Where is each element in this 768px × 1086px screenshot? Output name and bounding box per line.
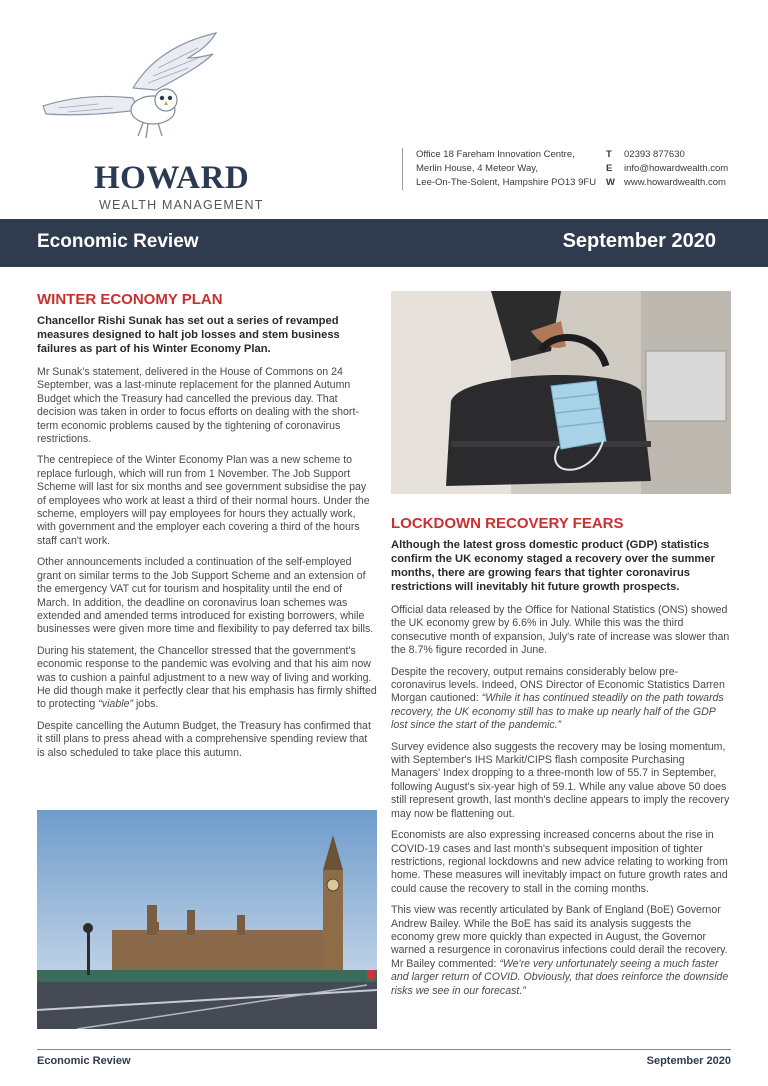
banner-date: September 2020 [562, 230, 716, 252]
email-key: E [606, 163, 613, 174]
westminster-photo-illustration [37, 810, 377, 1029]
web-key: W [606, 177, 615, 188]
paragraph-text: jobs. [133, 698, 159, 711]
email-row [606, 162, 728, 176]
article-heading: WINTER ECONOMY PLAN [37, 291, 223, 308]
title-banner [0, 219, 768, 267]
article-lockdown-recovery-fears [391, 515, 731, 1006]
briefcase-photo-illustration [391, 291, 731, 494]
paragraph-text: This view was recently articulated by Bank of England (BoE) Governor Andrew Bailey. While the BoE has said its analysis suggests the economy grew more quickly than expected in August, the Governor warned a resurgence in coronavirus infections could derail the recovery. Mr Bailey commented: [391, 904, 728, 970]
quotation: “We're very unfortunately seeing a much faster and larger return of COVID. Obviously, that does reinforce the downside risks we see in our forecast.” [391, 957, 729, 997]
phone-row [606, 148, 728, 162]
article-paragraph: Survey evidence also suggests the recovery may be losing momentum, with September's IHS Markit/CIPS flash composite Purchasing Managers' Index dropping to a three-month low of 55.7 in September, following August's six-year high of 59.1. While any value above 50 does still represent growth, last month's decline appears to imply the recovery may now be flattening out. [391, 740, 730, 820]
address-line-2: Merlin House, 4 Meteor Way, [416, 163, 538, 174]
phone-key: T [606, 149, 612, 160]
email-link[interactable]: info@howardwealth.com [624, 163, 729, 174]
contact-address [402, 148, 596, 190]
phone-number[interactable]: 02393 877630 [624, 149, 685, 160]
article-paragraph: Economists are also expressing increased concerns about the rise in COVID-19 cases and last month's subsequent imposition of tighter restrictions, regional lockdowns and new advice relating to working from home. These measures will inevitably impact on future growth rates and could cause the recovery to stall in the coming months. [391, 829, 728, 895]
banner-title: Economic Review [37, 231, 199, 252]
article-paragraph: Mr Sunak's statement, delivered in the House of Commons on 24 September, was a last-minute replacement for the planned Autumn Budget which the Treasury had cancelled the previous day. That decision was taken in order to focus efforts on dealing with the short-term economic problems caused by the tightening of coronavirus restrictions. [37, 366, 359, 446]
article-paragraph: Other announcements included a continuation of the self-employed grant on similar terms to the Job Support Scheme and an extension of the emergency VAT cut for tourism and hospitality until the end of March. In addition, the deadline on coronavirus loan schemes was extended and amended terms introduced for existing borrowers, while businesses were given more time and flexibility to pay deferred tax bills. [37, 556, 374, 636]
website-link[interactable]: www.howardwealth.com [624, 177, 726, 188]
article-heading: LOCKDOWN RECOVERY FEARS [391, 515, 624, 532]
westminster-photo [37, 810, 377, 1029]
brand-name: HOWARD [94, 160, 250, 196]
owl-logo-icon [38, 28, 223, 158]
article-paragraph: Official data released by the Office for National Statistics (ONS) showed the UK economy grew by 6.6% in July. While this was the third consecutive month of expansion, July's rate of increase was slower than the 8.7% figure recorded in June. [391, 604, 730, 657]
quoted-word: “viable” [98, 698, 133, 711]
article-lead: Chancellor Rishi Sunak has set out a series of revamped measures designed to halt job losses and stem business failures as part of his Winter Economy Plan. [37, 315, 340, 355]
quotation: “While it has continued steadily on the path towards recovery, the UK economy still has to make up nearly half of the GDP lost since the start of the pandemic.” [391, 692, 724, 732]
contact-details [606, 148, 728, 190]
article-paragraph: The centrepiece of the Winter Economy Plan was a new scheme to replace furlough, which will run from 1 November. The Job Support Scheme will last for six months and see government subsidise the pay of employees who work at least a third of their normal hours. Under the scheme, employers will pay employees for hours they actually work, with government and the employer each covering a third of the hours staff can't work. [37, 454, 370, 547]
address-line-1: Office 18 Fareham Innovation Centre, [416, 149, 575, 160]
paragraph-text: During his statement, the Chancellor stressed that the government's economic response to the pandemic was evolving and that his aim now was to cushion a painful adjustment to a new way of living and working. He did though make it perfectly clear that his emphasis has firmly shifted to protecting [37, 644, 377, 711]
article-paragraph [391, 904, 731, 998]
footer-title: Economic Review [37, 1055, 131, 1067]
article-lead: Although the latest gross domestic product (GDP) statistics confirm the UK economy staged a recovery over the summer months, there are growing fears that tighter coronavirus restrictions will inevitably hit future growth prospects. [391, 539, 715, 593]
footer-divider [37, 1049, 731, 1050]
company-logo [38, 28, 264, 212]
footer-date: September 2020 [646, 1055, 731, 1067]
article-paragraph [391, 666, 731, 733]
address-line-3: Lee-On-The-Solent, Hampshire PO13 9FU [416, 177, 597, 188]
article-paragraph [37, 645, 377, 712]
article-paragraph: Despite cancelling the Autumn Budget, the Treasury has confirmed that it still plans to press ahead with a comprehensive spending review that is also scheduled to take place this autumn. [37, 719, 371, 759]
briefcase-mask-photo [391, 291, 731, 494]
paragraph-text: Despite the recovery, output remains considerably below pre-coronavirus levels. Indeed, ONS Director of Economic Statistics Darren Morgan cautioned: [391, 665, 725, 705]
brand-subtitle: WEALTH MANAGEMENT [99, 198, 264, 212]
web-row [606, 176, 728, 190]
article-winter-economy-plan [37, 291, 377, 768]
